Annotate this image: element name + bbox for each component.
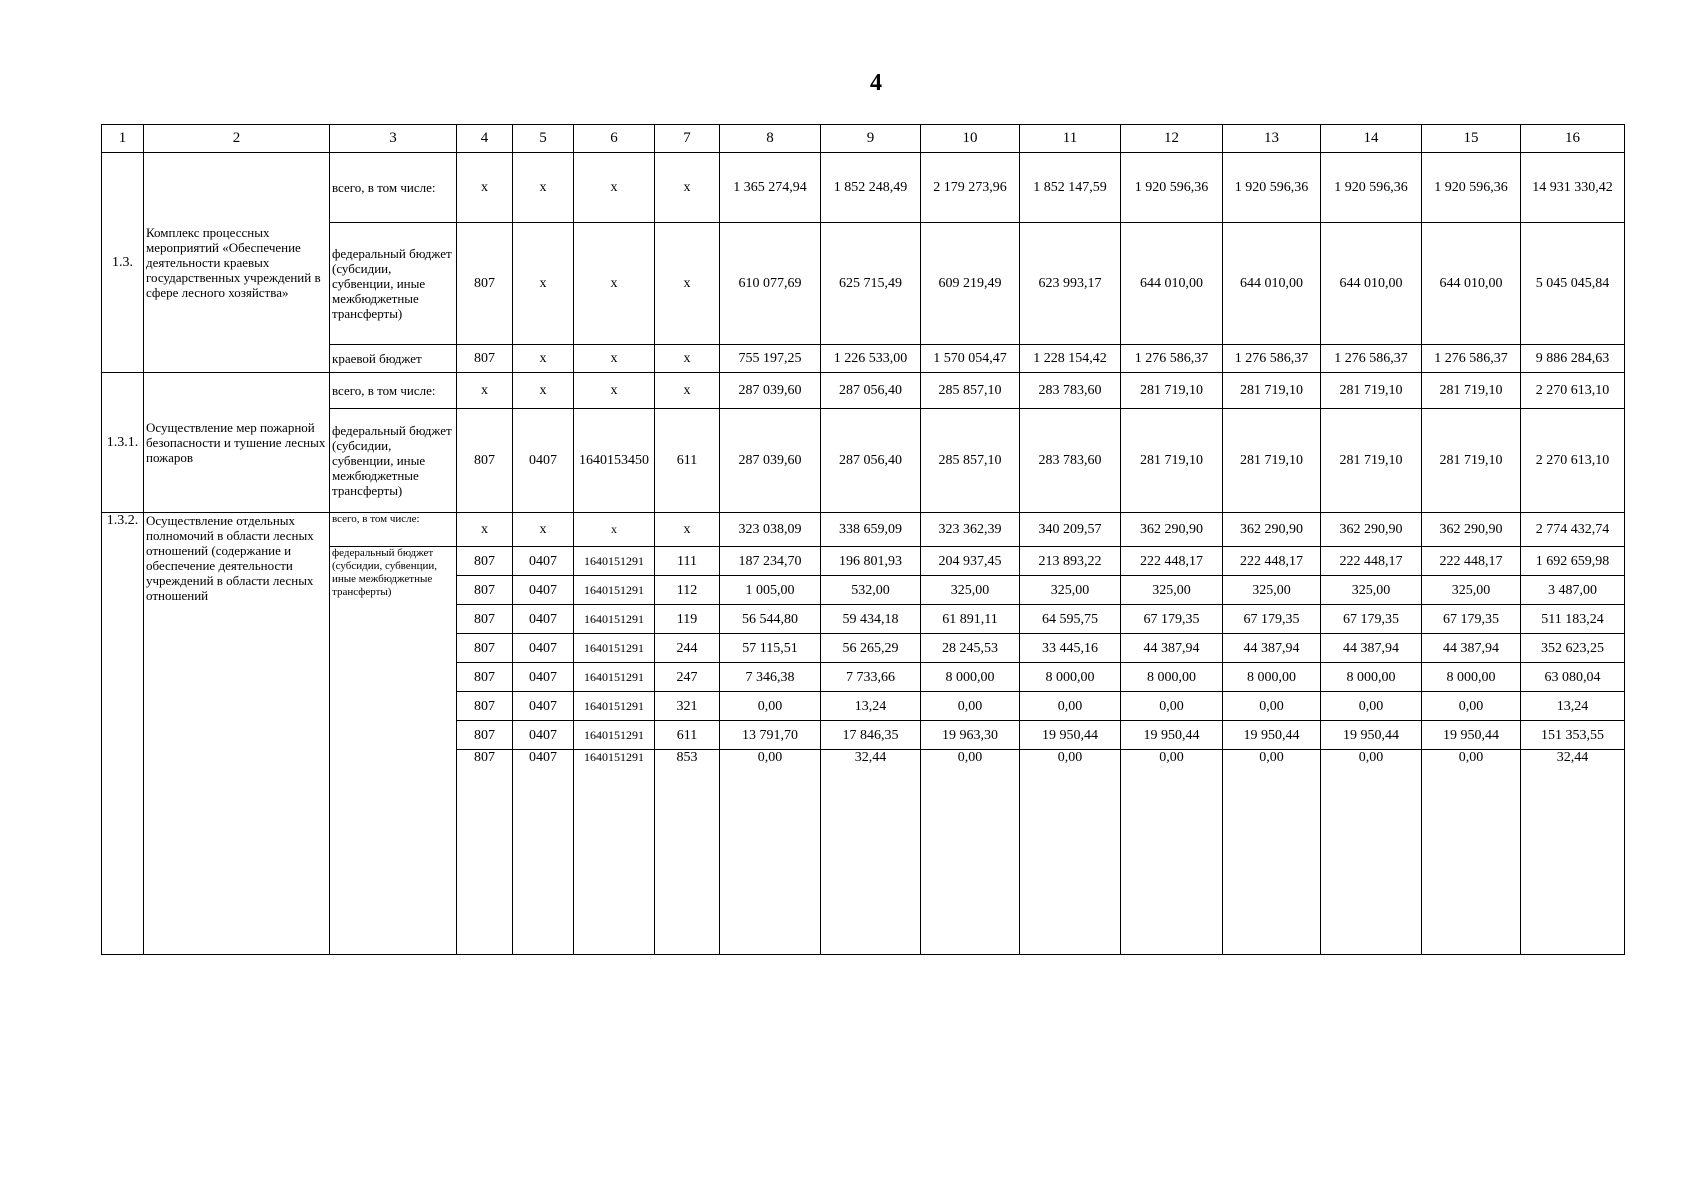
expense-type-code: 247 <box>655 663 720 692</box>
expense-type-code: 611 <box>655 721 720 750</box>
chapter-code: 807 <box>457 750 513 955</box>
amount-cell: 287 039,60 <box>720 373 821 409</box>
target-article-code: x <box>574 373 655 409</box>
section-code: 0407 <box>513 721 574 750</box>
amount-cell: 151 353,55 <box>1521 721 1625 750</box>
expense-type-code: 321 <box>655 692 720 721</box>
column-number-13: 13 <box>1223 125 1321 153</box>
amount-cell: 67 179,35 <box>1321 605 1422 634</box>
column-number-15: 15 <box>1422 125 1521 153</box>
amount-cell: 67 179,35 <box>1121 605 1223 634</box>
chapter-code: 807 <box>457 663 513 692</box>
amount-cell: 5 045 045,84 <box>1521 223 1625 345</box>
amount-cell: 285 857,10 <box>921 373 1020 409</box>
funding-source: краевой бюджет <box>330 345 457 373</box>
amount-cell: 196 801,93 <box>821 547 921 576</box>
section-code: 0407 <box>513 750 574 955</box>
amount-cell: 281 719,10 <box>1321 373 1422 409</box>
expense-type-code: 111 <box>655 547 720 576</box>
amount-cell: 2 774 432,74 <box>1521 513 1625 547</box>
amount-cell: 0,00 <box>1223 692 1321 721</box>
amount-cell: 7 733,66 <box>821 663 921 692</box>
target-article-code: 1640151291 <box>574 692 655 721</box>
amount-cell: 325,00 <box>1321 576 1422 605</box>
table-row <box>102 345 1625 373</box>
column-number-10: 10 <box>921 125 1020 153</box>
amount-cell: 8 000,00 <box>1321 663 1422 692</box>
table-body <box>102 125 1625 955</box>
chapter-code: 807 <box>457 605 513 634</box>
amount-cell: 281 719,10 <box>1223 409 1321 513</box>
item-name: Осуществление отдельных полномочий в области лесных отношений (содержание и обеспечение деятельности учреждений в области лесных отношений <box>144 513 330 955</box>
amount-cell: 362 290,90 <box>1223 513 1321 547</box>
column-number-11: 11 <box>1020 125 1121 153</box>
amount-cell: 13 791,70 <box>720 721 821 750</box>
amount-cell: 0,00 <box>1020 692 1121 721</box>
expense-type-code: 112 <box>655 576 720 605</box>
table-row <box>102 223 1625 345</box>
amount-cell: 13,24 <box>821 692 921 721</box>
target-article-code: 1640151291 <box>574 634 655 663</box>
item-name: Осуществление мер пожарной безопасности и тушение лесных пожаров <box>144 373 330 513</box>
section-code: 0407 <box>513 692 574 721</box>
expense-type-code: 244 <box>655 634 720 663</box>
amount-cell: 19 963,30 <box>921 721 1020 750</box>
amount-cell: 325,00 <box>1121 576 1223 605</box>
target-article-code: 1640151291 <box>574 547 655 576</box>
amount-cell: 325,00 <box>1020 576 1121 605</box>
amount-cell: 9 886 284,63 <box>1521 345 1625 373</box>
amount-cell: 323 362,39 <box>921 513 1020 547</box>
column-number-7: 7 <box>655 125 720 153</box>
amount-cell: 644 010,00 <box>1121 223 1223 345</box>
chapter-code: 807 <box>457 345 513 373</box>
chapter-code: 807 <box>457 721 513 750</box>
section-code: x <box>513 345 574 373</box>
chapter-code: x <box>457 153 513 223</box>
section-code: x <box>513 373 574 409</box>
amount-cell: 33 445,16 <box>1020 634 1121 663</box>
amount-cell: 57 115,51 <box>720 634 821 663</box>
column-number-9: 9 <box>821 125 921 153</box>
amount-cell: 19 950,44 <box>1422 721 1521 750</box>
expense-type-code: x <box>655 513 720 547</box>
amount-cell: 283 783,60 <box>1020 373 1121 409</box>
section-code: 0407 <box>513 605 574 634</box>
amount-cell: 32,44 <box>1521 750 1625 955</box>
amount-cell: 1 005,00 <box>720 576 821 605</box>
amount-cell: 0,00 <box>1121 692 1223 721</box>
amount-cell: 3 487,00 <box>1521 576 1625 605</box>
item-name: Комплекс процессных мероприятий «Обеспечение деятельности краевых государственных учреждений в сфере лесного хозяйства» <box>144 153 330 373</box>
amount-cell: 1 365 274,94 <box>720 153 821 223</box>
amount-cell: 7 346,38 <box>720 663 821 692</box>
target-article-code: 1640151291 <box>574 576 655 605</box>
amount-cell: 44 387,94 <box>1321 634 1422 663</box>
amount-cell: 28 245,53 <box>921 634 1020 663</box>
amount-cell: 338 659,09 <box>821 513 921 547</box>
amount-cell: 8 000,00 <box>1121 663 1223 692</box>
amount-cell: 287 039,60 <box>720 409 821 513</box>
target-article-code: x <box>574 513 655 547</box>
amount-cell: 2 179 273,96 <box>921 153 1020 223</box>
amount-cell: 204 937,45 <box>921 547 1020 576</box>
amount-cell: 1 920 596,36 <box>1121 153 1223 223</box>
amount-cell: 0,00 <box>921 750 1020 955</box>
amount-cell: 281 719,10 <box>1422 373 1521 409</box>
table-row <box>102 513 1625 547</box>
amount-cell: 283 783,60 <box>1020 409 1121 513</box>
item-code: 1.3.1. <box>102 373 144 513</box>
amount-cell: 56 544,80 <box>720 605 821 634</box>
expense-type-code: x <box>655 373 720 409</box>
amount-cell: 1 920 596,36 <box>1321 153 1422 223</box>
table-row <box>102 547 1625 576</box>
amount-cell: 1 920 596,36 <box>1422 153 1521 223</box>
column-number-14: 14 <box>1321 125 1422 153</box>
table-row <box>102 373 1625 409</box>
amount-cell: 644 010,00 <box>1422 223 1521 345</box>
amount-cell: 281 719,10 <box>1121 373 1223 409</box>
amount-cell: 625 715,49 <box>821 223 921 345</box>
funding-source: федеральный бюджет (субсидии, субвенции, иные межбюджетные трансферты) <box>330 547 457 955</box>
amount-cell: 8 000,00 <box>1020 663 1121 692</box>
amount-cell: 0,00 <box>720 692 821 721</box>
target-article-code: 1640153450 <box>574 409 655 513</box>
expense-type-code: 611 <box>655 409 720 513</box>
amount-cell: 0,00 <box>1020 750 1121 955</box>
column-number-6: 6 <box>574 125 655 153</box>
amount-cell: 56 265,29 <box>821 634 921 663</box>
amount-cell: 8 000,00 <box>1223 663 1321 692</box>
page-number: 4 <box>870 70 882 96</box>
column-number-5: 5 <box>513 125 574 153</box>
amount-cell: 362 290,90 <box>1121 513 1223 547</box>
amount-cell: 609 219,49 <box>921 223 1020 345</box>
section-code: x <box>513 153 574 223</box>
section-code: 0407 <box>513 409 574 513</box>
chapter-code: x <box>457 513 513 547</box>
item-code: 1.3. <box>102 153 144 373</box>
amount-cell: 63 080,04 <box>1521 663 1625 692</box>
target-article-code: 1640151291 <box>574 605 655 634</box>
section-code: 0407 <box>513 663 574 692</box>
amount-cell: 623 993,17 <box>1020 223 1121 345</box>
amount-cell: 44 387,94 <box>1223 634 1321 663</box>
amount-cell: 8 000,00 <box>1422 663 1521 692</box>
chapter-code: 807 <box>457 223 513 345</box>
amount-cell: 0,00 <box>1422 692 1521 721</box>
column-number-header-row <box>102 125 1625 153</box>
amount-cell: 0,00 <box>1121 750 1223 955</box>
amount-cell: 644 010,00 <box>1223 223 1321 345</box>
amount-cell: 2 270 613,10 <box>1521 409 1625 513</box>
column-number-8: 8 <box>720 125 821 153</box>
chapter-code: 807 <box>457 409 513 513</box>
chapter-code: x <box>457 373 513 409</box>
amount-cell: 1 852 147,59 <box>1020 153 1121 223</box>
amount-cell: 0,00 <box>1422 750 1521 955</box>
funding-source: всего, в том числе: <box>330 373 457 409</box>
amount-cell: 610 077,69 <box>720 223 821 345</box>
expense-type-code: x <box>655 223 720 345</box>
target-article-code: 1640151291 <box>574 721 655 750</box>
amount-cell: 44 387,94 <box>1121 634 1223 663</box>
amount-cell: 1 276 586,37 <box>1321 345 1422 373</box>
column-number-2: 2 <box>144 125 330 153</box>
expense-type-code: x <box>655 153 720 223</box>
amount-cell: 281 719,10 <box>1121 409 1223 513</box>
column-number-4: 4 <box>457 125 513 153</box>
amount-cell: 19 950,44 <box>1321 721 1422 750</box>
amount-cell: 1 920 596,36 <box>1223 153 1321 223</box>
expense-type-code: x <box>655 345 720 373</box>
amount-cell: 61 891,11 <box>921 605 1020 634</box>
column-number-12: 12 <box>1121 125 1223 153</box>
amount-cell: 44 387,94 <box>1422 634 1521 663</box>
section-code: x <box>513 223 574 345</box>
chapter-code: 807 <box>457 692 513 721</box>
amount-cell: 755 197,25 <box>720 345 821 373</box>
amount-cell: 281 719,10 <box>1223 373 1321 409</box>
amount-cell: 1 276 586,37 <box>1223 345 1321 373</box>
amount-cell: 281 719,10 <box>1321 409 1422 513</box>
target-article-code: x <box>574 223 655 345</box>
amount-cell: 1 570 054,47 <box>921 345 1020 373</box>
amount-cell: 19 950,44 <box>1223 721 1321 750</box>
amount-cell: 285 857,10 <box>921 409 1020 513</box>
amount-cell: 281 719,10 <box>1422 409 1521 513</box>
amount-cell: 1 226 533,00 <box>821 345 921 373</box>
expense-type-code: 853 <box>655 750 720 955</box>
funding-source: всего, в том числе: <box>330 153 457 223</box>
amount-cell: 1 692 659,98 <box>1521 547 1625 576</box>
amount-cell: 13,24 <box>1521 692 1625 721</box>
section-code: 0407 <box>513 547 574 576</box>
target-article-code: 1640151291 <box>574 663 655 692</box>
amount-cell: 17 846,35 <box>821 721 921 750</box>
amount-cell: 0,00 <box>720 750 821 955</box>
amount-cell: 325,00 <box>921 576 1020 605</box>
section-code: 0407 <box>513 576 574 605</box>
amount-cell: 213 893,22 <box>1020 547 1121 576</box>
amount-cell: 222 448,17 <box>1121 547 1223 576</box>
amount-cell: 0,00 <box>921 692 1020 721</box>
amount-cell: 362 290,90 <box>1422 513 1521 547</box>
amount-cell: 1 276 586,37 <box>1121 345 1223 373</box>
funding-source: всего, в том числе: <box>330 513 457 547</box>
amount-cell: 1 228 154,42 <box>1020 345 1121 373</box>
amount-cell: 287 056,40 <box>821 409 921 513</box>
amount-cell: 1 276 586,37 <box>1422 345 1521 373</box>
table-row <box>102 153 1625 223</box>
amount-cell: 325,00 <box>1422 576 1521 605</box>
target-article-code: 1640151291 <box>574 750 655 955</box>
amount-cell: 340 209,57 <box>1020 513 1121 547</box>
amount-cell: 19 950,44 <box>1020 721 1121 750</box>
funding-source: федеральный бюджет (субсидии, субвенции, иные межбюджетные трансферты) <box>330 409 457 513</box>
section-code: x <box>513 513 574 547</box>
amount-cell: 19 950,44 <box>1121 721 1223 750</box>
amount-cell: 0,00 <box>1223 750 1321 955</box>
amount-cell: 287 056,40 <box>821 373 921 409</box>
amount-cell: 511 183,24 <box>1521 605 1625 634</box>
column-number-3: 3 <box>330 125 457 153</box>
column-number-1: 1 <box>102 125 144 153</box>
amount-cell: 2 270 613,10 <box>1521 373 1625 409</box>
chapter-code: 807 <box>457 576 513 605</box>
amount-cell: 532,00 <box>821 576 921 605</box>
target-article-code: x <box>574 153 655 223</box>
amount-cell: 222 448,17 <box>1422 547 1521 576</box>
amount-cell: 222 448,17 <box>1321 547 1422 576</box>
amount-cell: 362 290,90 <box>1321 513 1422 547</box>
section-code: 0407 <box>513 634 574 663</box>
amount-cell: 32,44 <box>821 750 921 955</box>
amount-cell: 67 179,35 <box>1422 605 1521 634</box>
chapter-code: 807 <box>457 634 513 663</box>
amount-cell: 187 234,70 <box>720 547 821 576</box>
table-row <box>102 409 1625 513</box>
budget-table <box>101 124 1625 955</box>
amount-cell: 59 434,18 <box>821 605 921 634</box>
amount-cell: 14 931 330,42 <box>1521 153 1625 223</box>
amount-cell: 1 852 248,49 <box>821 153 921 223</box>
column-number-16: 16 <box>1521 125 1625 153</box>
expense-type-code: 119 <box>655 605 720 634</box>
amount-cell: 8 000,00 <box>921 663 1020 692</box>
amount-cell: 67 179,35 <box>1223 605 1321 634</box>
amount-cell: 352 623,25 <box>1521 634 1625 663</box>
amount-cell: 323 038,09 <box>720 513 821 547</box>
amount-cell: 325,00 <box>1223 576 1321 605</box>
amount-cell: 0,00 <box>1321 750 1422 955</box>
amount-cell: 222 448,17 <box>1223 547 1321 576</box>
chapter-code: 807 <box>457 547 513 576</box>
target-article-code: x <box>574 345 655 373</box>
item-code: 1.3.2. <box>102 513 144 955</box>
funding-source: федеральный бюджет (субсидии, субвенции, иные межбюджетные трансферты) <box>330 223 457 345</box>
amount-cell: 0,00 <box>1321 692 1422 721</box>
amount-cell: 644 010,00 <box>1321 223 1422 345</box>
amount-cell: 64 595,75 <box>1020 605 1121 634</box>
